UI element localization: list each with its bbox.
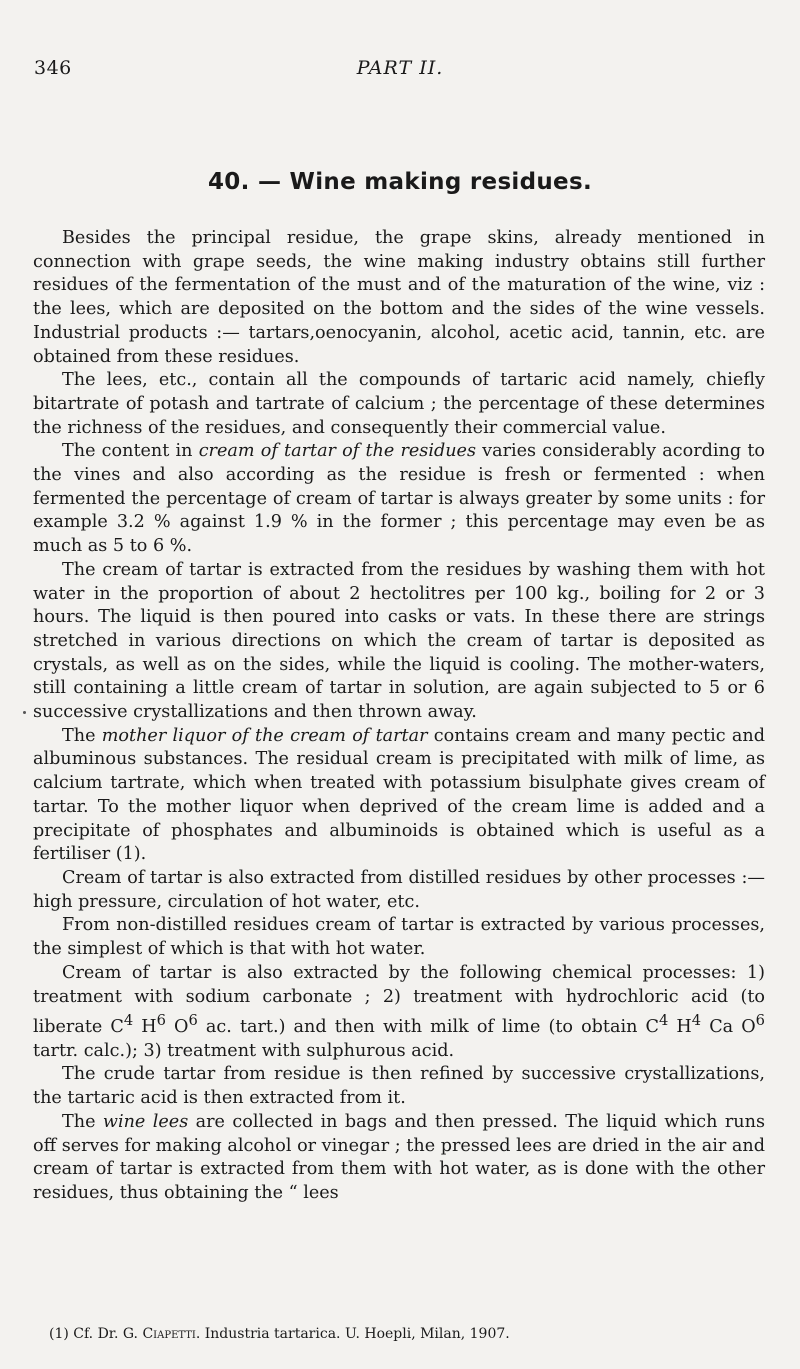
superscript: 6 [188, 1012, 198, 1030]
paragraph-refining: The crude tartar from residue is then refined by successive crystallizations, the tartaric acid is then extracted from it. [33, 1064, 765, 1109]
text-run: The content in [62, 441, 199, 462]
running-head: PART II. [356, 57, 444, 79]
text-run: Ca O [701, 1017, 756, 1038]
page-header [0, 57, 800, 87]
text-run: are collected in bags and then pressed. The liquid which runs off serves for making alcohol or vinegar ; the pressed lees are dried in the air and cream of tartar is extracted from them with hot water, as is done with the other residues, thus obtaining the “ lees [33, 1111, 765, 1203]
text-run: O [165, 1017, 189, 1038]
paragraph-chemical-processes [33, 962, 765, 1064]
paragraph-residues-intro: Besides the principal residue, the grape skins, already mentioned in connection with grape seeds, the wine making industry obtains still further residues of the fermentation of the must and of the maturation of the wine, viz : the lees, which are deposited on the bottom and the sides of the wine vessels. Industrial products :— tartars,oenocyanin, alcohol, acetic acid, tannin, etc. are obtained from these residues. [33, 228, 765, 367]
text-run: ac. tart.) and then with milk of lime (to obtain C [197, 1017, 660, 1038]
superscript: 4 [123, 1012, 134, 1030]
paragraph-lees-compounds: The lees, etc., contain all the compounds of tartaric acid namely, chiefly bitartrate of potash and tartrate of calcium ; the percentage of these determines the richness of the residues, and consequently their commercial value. [33, 370, 765, 438]
superscript: 4 [691, 1012, 702, 1030]
text-run: The [62, 725, 102, 746]
section-title: 40. — Wine making residues. [208, 169, 592, 195]
body-text [33, 227, 765, 1206]
italic-term: cream of tartar of the residues [198, 441, 476, 462]
text-run: contains cream and many pectic and albuminous substances. The residual cream is precipitated with milk of lime, as calcium tartrate, which when treated with potassium bisulphate gives cream of tartar. To the mother liquor when deprived of the cream lime is added and a precipitate of phosphates and albuminoids is obtained which is useful as a fertiliser (1). [33, 725, 765, 865]
paragraph-mother-liquor [33, 725, 765, 867]
text-run: tartr. calc.); 3) treatment with sulphurous acid. [33, 1040, 455, 1061]
text-run: Cream of tartar is also extracted by the following chemical processes: 1) treatment with sodium carbonate ; 2) treatment with hydrochloric acid (to liberate C [33, 962, 765, 1038]
page-number: 346 [34, 57, 72, 79]
superscript: 6 [755, 1012, 765, 1030]
text-run: varies considerably acording to the vines and also according as the residue is fresh or fermented : when fermented the percentage of cream of tartar is always greater by some units : for example 3.2 % against 1.9 % in the former ; this percentage may even be as much as 5 to 6 %. [33, 441, 765, 557]
paper-speck [23, 711, 26, 714]
superscript: 6 [156, 1012, 166, 1030]
paragraph-distilled-residues: Cream of tartar is also extracted from distilled residues by other processes :— high pressure, circulation of hot water, etc. [33, 867, 765, 912]
text-run: . Industria tartarica. U. Hoepli, Milan, 1907. [195, 1326, 510, 1342]
text-run: The [62, 1111, 103, 1132]
paragraph-extraction: The cream of tartar is extracted from the residues by washing them with hot water in the proportion of about 2 hectolitres per 100 kg., boiling for 2 or 3 hours. The liquid is then poured into casks or vats. In these there are strings stretched in various directions on which the cream of tartar is deposited as crystals, as well as on the sides, while the liquid is cooling. The mother-waters, still containing a little cream of tartar in solution, are again subjected to 5 or 6 successive crystallizations and then thrown away. [33, 559, 765, 723]
footnote [33, 1325, 765, 1343]
italic-term: mother liquor of the cream of tartar [101, 725, 428, 746]
superscript: 4 [659, 1012, 669, 1030]
italic-term: wine lees [102, 1111, 189, 1132]
text-run: H [133, 1017, 157, 1038]
paragraph-cream-content [33, 440, 765, 559]
paragraph-wine-lees [33, 1111, 765, 1206]
footnote-author: Ciapetti [142, 1326, 196, 1342]
text-run: H [668, 1017, 692, 1038]
text-run: (1) Cf. Dr. G. [49, 1326, 143, 1342]
paragraph-non-distilled: From non-distilled residues cream of tartar is extracted by various processes, the simplest of which is that with hot water. [33, 915, 765, 960]
